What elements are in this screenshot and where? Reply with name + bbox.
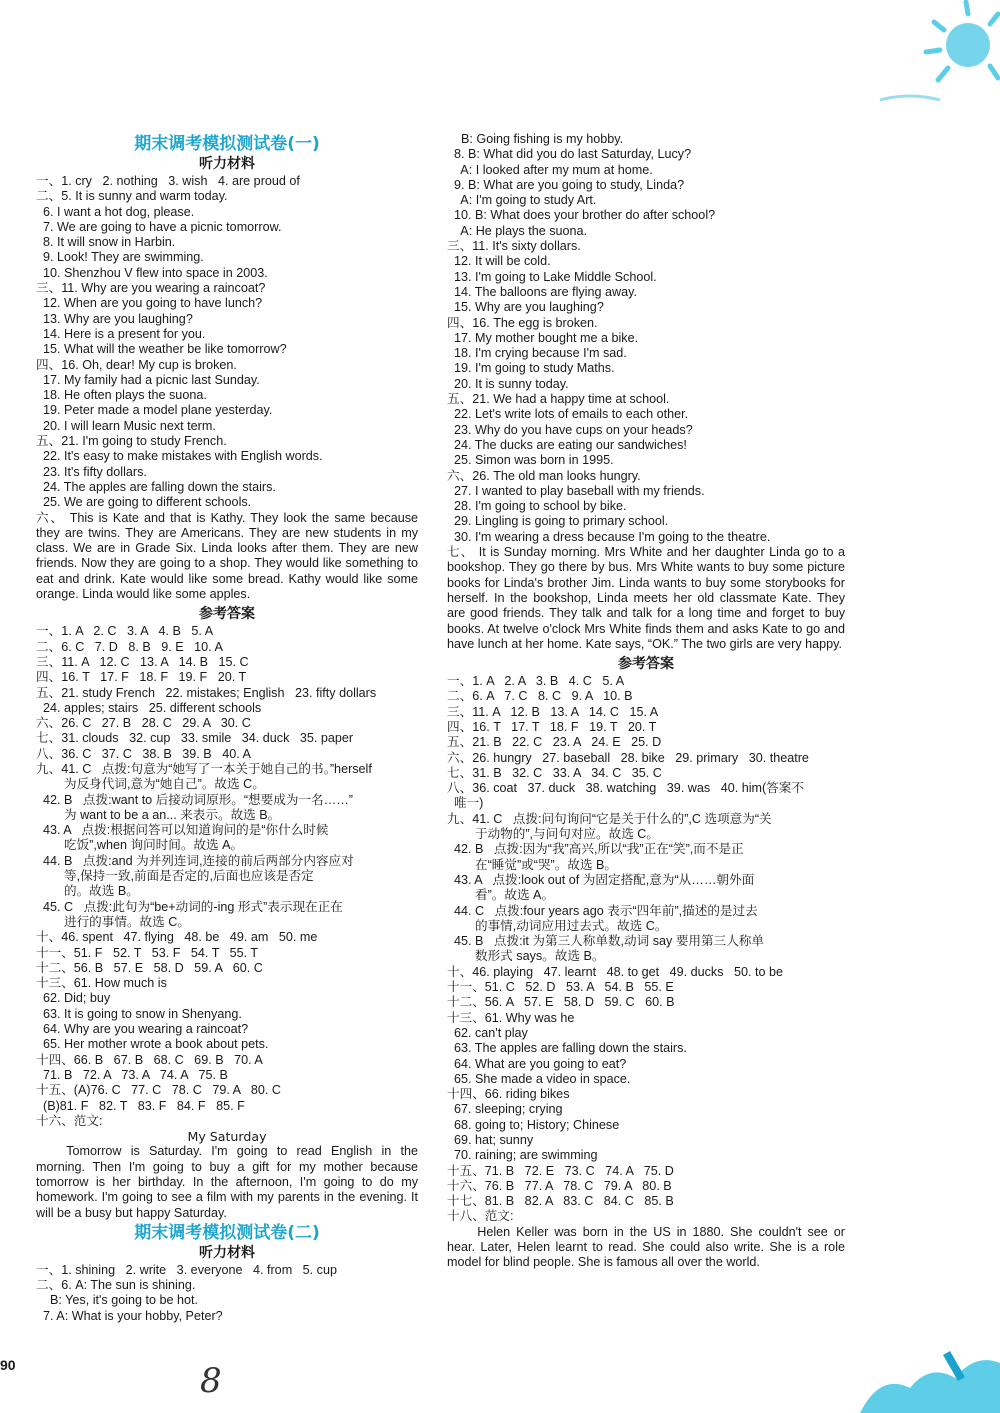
answer-line: 65. She made a video in space. <box>447 1071 631 1086</box>
answer-line: 62. Did; buy <box>36 991 111 1006</box>
right-column <box>447 132 845 1271</box>
answer-line: 十三、61. How much is <box>36 976 167 991</box>
listening-line: B: Going fishing is my hobby. <box>447 132 624 146</box>
answer-line: 45. C 点拨:此句为“be+动词的-ing 形式”表示现在正在 <box>36 899 343 914</box>
answer-line: 一、1. A 2. C 3. A 4. B 5. A <box>36 624 214 639</box>
answer-line: 43. A 点拨:根据问答可以知道询问的是“你什么时候 <box>36 823 329 838</box>
answer-line: 64. What are you going to eat? <box>447 1056 627 1071</box>
listening-line: 20. It is sunny today. <box>447 376 569 391</box>
answer-line: 在“睡觉”或“哭”。故选 B。 <box>447 857 618 872</box>
listening-line: 25. Simon was born in 1995. <box>447 453 614 468</box>
answer-line: 44. B 点拨:and 为并列连词,连接的前后两部分内容应对 <box>36 853 354 868</box>
listening-line: 8. It will snow in Harbin. <box>36 235 176 250</box>
listening-line: 12. It will be cold. <box>447 254 551 269</box>
listening-line: 13. I'm going to Lake Middle School. <box>447 269 657 284</box>
handwritten-mark: 8 <box>200 1361 222 1401</box>
answer-line: 42. B 点拨:因为“我”高兴,所以“我”正在“笑”,而不是正 <box>447 842 744 857</box>
listening-line: 12. When are you going to have lunch? <box>36 296 263 311</box>
listening-lines-1 <box>36 174 418 511</box>
answer-line: 九、41. C 点拨:句意为“她写了一本关于她自己的书。”herself <box>36 761 372 776</box>
listening-line: 三、11. Why are you wearing a raincoat? <box>36 281 266 296</box>
listening-lines-3 <box>447 132 845 545</box>
answer-line: 进行的事情。故选 C。 <box>36 914 190 929</box>
listening-line: A: I looked after my mum at home. <box>447 162 653 177</box>
answer-line: 十八、范文: <box>447 1209 514 1224</box>
listening-line: 一、1. cry 2. nothing 3. wish 4. are proud of <box>36 174 300 188</box>
answer-line: 64. Why are you wearing a raincoat? <box>36 1022 249 1037</box>
listening-line: 24. The apples are falling down the stairs. <box>36 479 276 494</box>
answer-line: (B)81. F 82. T 83. F 84. F 85. F <box>36 1098 245 1113</box>
essay-text-1: Tomorrow is Saturday. I'm going to read English in the morning. Then I'm going to buy a gift for my mother because tomorrow is her birthday. In the afternoon, I'm going to do my homework. I'm going to see a film with my parents in the evening. It will be a busy but happy Saturday. <box>36 1144 418 1220</box>
answer-line: 为 want to be a an... 来表示。故选 B。 <box>36 807 281 822</box>
listening-line: 27. I wanted to play baseball with my friends. <box>447 483 705 498</box>
listening-line: 19. I'm going to study Maths. <box>447 361 615 376</box>
listening-line: 二、5. It is sunny and warm today. <box>36 189 228 204</box>
listening-line: 20. I will learn Music next term. <box>36 418 216 433</box>
answer-line: 八、36. C 37. C 38. B 39. B 40. A <box>36 746 251 761</box>
listening-line: A: I'm going to study Art. <box>447 193 597 208</box>
answer-line: 看”。故选 A。 <box>447 888 555 903</box>
listening-line: 四、16. The egg is broken. <box>447 315 598 330</box>
answer-line: 吃饭”,when 询问时间。故选 A。 <box>36 838 244 853</box>
listening-lines-2 <box>36 1263 418 1324</box>
answer-line: 十四、66. riding bikes <box>447 1087 570 1102</box>
answer-line: 六、26. hungry 27. baseball 28. bike 29. primary 30. theatre <box>447 750 809 765</box>
listening-line: 6. I want a hot dog, please. <box>36 204 195 219</box>
answer-line: 八、36. coat 37. duck 38. watching 39. was 40. him(答案不 <box>447 781 804 796</box>
listening-line: 22. It's easy to make mistakes with English words. <box>36 449 323 464</box>
listening-line: 17. My mother bought me a bike. <box>447 330 639 345</box>
answer-line: 67. sleeping; crying <box>447 1102 563 1117</box>
answer-line: 43. A 点拨:look out of 为固定搭配,意为“从……朝外面 <box>447 872 755 887</box>
answer-line: 六、26. C 27. B 28. C 29. A 30. C <box>36 716 251 731</box>
listening-line: 14. The balloons are flying away. <box>447 284 637 299</box>
answer-line: 十二、56. A 57. E 58. D 59. C 60. B <box>447 995 675 1010</box>
answer-line: 为反身代词,意为“她自己”。故选 C。 <box>36 777 265 792</box>
listening-line: 19. Peter made a model plane yesterday. <box>36 403 273 418</box>
answer-line: 69. hat; sunny <box>447 1133 534 1147</box>
listening-line: 23. Why do you have cups on your heads? <box>447 422 693 437</box>
listening-line: 18. He often plays the suona. <box>36 388 207 403</box>
answer-heading-1: 参考答案 <box>199 606 255 623</box>
answer-line: 24. apples; stairs 25. different schools <box>36 700 262 715</box>
listening-line: 9. Look! They are swimming. <box>36 250 204 265</box>
answer-line: 二、6. C 7. D 8. B 9. E 10. A <box>36 639 223 654</box>
answer-line: 于动物的”,与问句对应。故选 C。 <box>447 827 659 842</box>
answer-line: 十、46. playing 47. learnt 48. to get 49. ducks 50. to be <box>447 964 784 979</box>
listening-line: 10. B: What does your brother do after school? <box>447 208 716 223</box>
page-number: 90 <box>0 1357 16 1373</box>
listening-line: 14. Here is a present for you. <box>36 326 206 341</box>
answer-line: 九、41. C 点拨:问句询问“它是关于什么的”,C 选项意为“关 <box>447 811 772 826</box>
answer-line: 二、6. A 7. C 8. C 9. A 10. B <box>447 689 633 704</box>
answer-line: 十二、56. B 57. E 58. D 59. A 60. C <box>36 960 263 975</box>
listening-line: B: Yes, it's going to be hot. <box>36 1293 199 1308</box>
answer-line: 71. B 72. A 73. A 74. A 75. B <box>36 1067 228 1082</box>
answer-line: 五、21. B 22. C 23. A 24. E 25. D <box>447 735 662 750</box>
essay-title: My Saturday <box>187 1129 267 1145</box>
answer-line: 63. The apples are falling down the stairs. <box>447 1041 687 1056</box>
listening-line: 18. I'm crying because I'm sad. <box>447 346 627 361</box>
listening-line: 五、21. I'm going to study French. <box>36 434 227 449</box>
listening-line: A: He plays the suona. <box>447 223 588 238</box>
listening-line: 9. B: What are you going to study, Linda? <box>447 177 685 192</box>
answer-line: 44. C 点拨:four years ago 表示“四年前”,描述的是过去 <box>447 903 758 918</box>
listening-line: 15. Why are you laughing? <box>447 300 604 315</box>
listening-line: 8. B: What did you do last Saturday, Lucy? <box>447 147 692 162</box>
answer-line: 62. can't play <box>447 1025 528 1040</box>
listening-line: 四、16. Oh, dear! My cup is broken. <box>36 357 237 372</box>
answer-line: 十六、范文: <box>36 1113 103 1128</box>
answer-line: 四、16. T 17. F 18. F 19. F 20. T <box>36 670 247 685</box>
answer-line: 的。故选 B。 <box>36 884 139 899</box>
answer-line: 等,保持一致,前面是否定的,后面也应该是否定 <box>36 869 314 884</box>
listening-line: 五、21. We had a happy time at school. <box>447 392 670 407</box>
listening-passage-1: 六、 This is Kate and that is Kathy. They look the same because they are twins. They are Americans. They are new students in my class. We are in Grade Six. Linda looks after them. They are new friends. Now they are going to a shop. They would like something to eat and drink. Kate would like some bread. Kathy would like some orange. Linda would like some apples. <box>36 510 418 602</box>
answer-line: 十五、71. B 72. E 73. C 74. A 75. D <box>447 1163 674 1178</box>
listening-line: 24. The ducks are eating our sandwiches! <box>447 437 687 452</box>
listening-line: 二、6. A: The sun is shining. <box>36 1278 196 1293</box>
answer-line: 68. going to; History; Chinese <box>447 1117 620 1132</box>
listening-line: 10. Shenzhou V flew into space in 2003. <box>36 265 268 280</box>
listening-line: 7. A: What is your hobby, Peter? <box>36 1308 223 1323</box>
answer-line: 七、31. clouds 32. cup 33. smile 34. duck 35. paper <box>36 731 354 746</box>
answer-line: 十五、(A)76. C 77. C 78. C 79. A 80. C <box>36 1083 281 1098</box>
listening-line: 三、11. It's sixty dollars. <box>447 239 581 254</box>
listening-heading-2: 听力材料 <box>199 1244 255 1261</box>
answer-line: 数形式 says。故选 B。 <box>447 949 605 964</box>
listening-line: 22. Let's write lots of emails to each other. <box>447 407 689 422</box>
listening-line: 六、26. The old man looks hungry. <box>447 468 641 483</box>
answer-lines-2 <box>447 674 845 1225</box>
answer-line: 63. It is going to snow in Shenyang. <box>36 1006 242 1021</box>
answer-line: 三、11. A 12. C 13. A 14. B 15. C <box>36 654 249 669</box>
exam-title-2: 期末调考模拟测试卷(二) <box>134 1222 320 1243</box>
sun-decoration-icon <box>840 0 1000 110</box>
answer-line: 70. raining; are swimming <box>447 1148 598 1163</box>
left-column <box>36 132 418 1324</box>
answer-line: 一、1. A 2. A 3. B 4. C 5. A <box>447 674 625 689</box>
answer-line: 唯一) <box>447 796 484 811</box>
answer-line: 十三、61. Why was he <box>447 1010 575 1025</box>
answer-lines-1 <box>36 624 418 1129</box>
listening-line: 7. We are going to have a picnic tomorrow. <box>36 219 282 234</box>
answer-heading-2: 参考答案 <box>618 656 674 673</box>
answer-line: 十六、76. B 77. A 78. C 79. A 80. B <box>447 1178 672 1193</box>
listening-line: 29. Lingling is going to primary school. <box>447 514 669 529</box>
listening-line: 23. It's fifty dollars. <box>36 464 147 479</box>
listening-line: 13. Why are you laughing? <box>36 311 193 326</box>
answer-line: 三、11. A 12. B 13. A 14. C 15. A <box>447 704 659 719</box>
answer-line: 45. B 点拨:it 为第三人称单数,动词 say 要用第三人称单 <box>447 934 764 949</box>
answer-line: 十、46. spent 47. flying 48. be 49. am 50. me <box>36 930 318 945</box>
answer-line: 七、31. B 32. C 33. A 34. C 35. C <box>447 765 662 780</box>
exam-title-1: 期末调考模拟测试卷(一) <box>134 134 320 154</box>
essay-text-2: Helen Keller was born in the US in 1880. She couldn't see or hear. Later, Helen learnt to read. She could also write. She is a role model for blind people. She is famous all over the world. <box>447 1224 845 1270</box>
answer-line: 42. B 点拨:want to 后接动词原形。“想要成为一名……” <box>36 792 353 807</box>
answer-line: 65. Her mother wrote a book about pets. <box>36 1037 269 1052</box>
listening-line: 30. I'm wearing a dress because I'm going to the theatre. <box>447 529 771 544</box>
corner-decoration-icon <box>850 1333 1000 1413</box>
answer-line: 十七、81. B 82. A 83. C 84. C 85. B <box>447 1194 674 1209</box>
listening-line: 17. My family had a picnic last Sunday. <box>36 372 260 387</box>
answer-line: 四、16. T 17. T 18. F 19. T 20. T <box>447 719 657 734</box>
answer-line: 五、21. study French 22. mistakes; English 23. fifty dollars <box>36 685 377 700</box>
listening-heading-1: 听力材料 <box>199 156 255 172</box>
answer-line: 十一、51. F 52. T 53. F 54. T 55. T <box>36 945 259 960</box>
answer-line: 十一、51. C 52. D 53. A 54. B 55. E <box>447 980 674 995</box>
listening-line: 一、1. shining 2. write 3. everyone 4. from 5. cup <box>36 1262 337 1277</box>
listening-passage-2: 七、 It is Sunday morning. Mrs White and her daughter Linda go to a bookshop. They go there by bus. Mrs White wants to buy some picture books for Linda's brother Jim. Linda wants to buy some storybooks for herself. In the bookshop, Linda meets her old classmate Kate. They are good friends. They talk and talk for a long time and forget to buy books. At twelve o'clock Mrs White finds them and asks Kate to go and have lunch at her home. Kate says, “OK.” The two girls are very happy. <box>447 545 845 651</box>
listening-line: 28. I'm going to school by bike. <box>447 499 627 514</box>
answer-line: 的事情,动词应用过去式。故选 C。 <box>447 918 668 933</box>
listening-line: 15. What will the weather be like tomorrow? <box>36 342 287 357</box>
answer-line: 十四、66. B 67. B 68. C 69. B 70. A <box>36 1052 263 1067</box>
listening-line: 25. We are going to different schools. <box>36 495 252 510</box>
